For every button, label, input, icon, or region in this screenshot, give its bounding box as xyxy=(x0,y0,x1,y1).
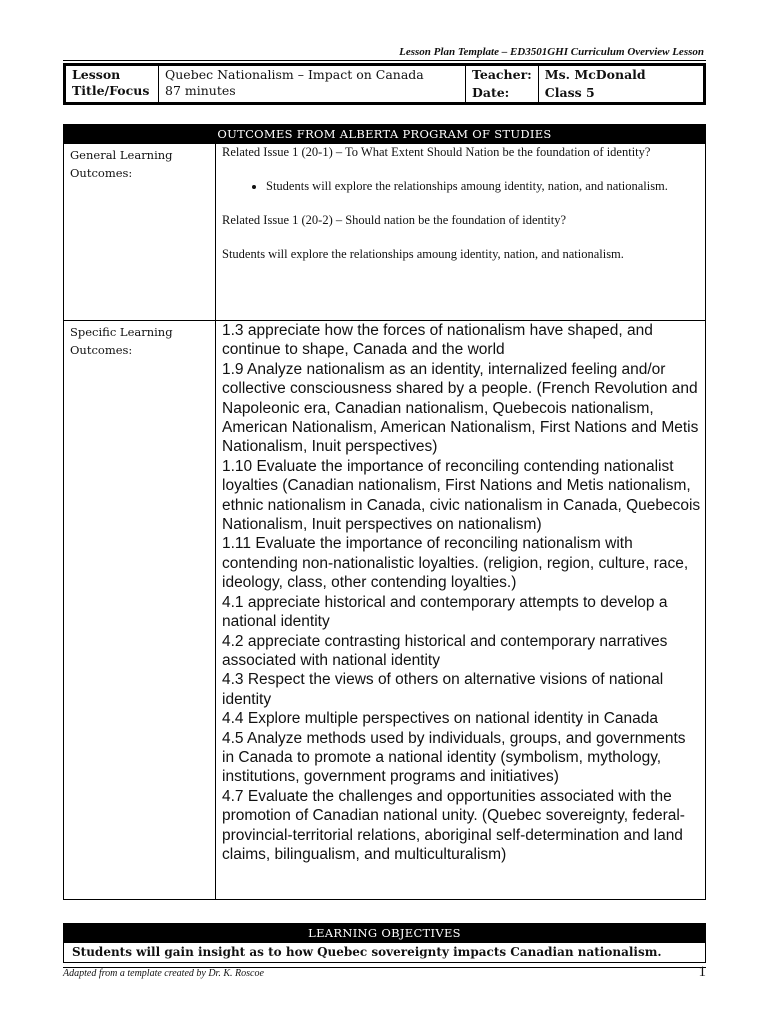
related-issue-20-1: Related Issue 1 (20-1) – To What Extent Should Nation be the foundation of identity? xyxy=(222,145,651,159)
general-label-line2: Outcomes: xyxy=(70,166,133,180)
specific-outcome-4-2: 4.2 appreciate contrasting historical and contemporary narratives associated with national identity xyxy=(222,632,668,669)
objectives-text: Students will gain insight as to how Quebec sovereignty impacts Canadian nationalism. xyxy=(64,943,706,963)
specific-outcomes-content xyxy=(216,321,706,900)
lesson-title: Quebec Nationalism – Impact on Canada xyxy=(165,67,424,82)
specific-label-line2: Outcomes: xyxy=(70,343,133,357)
lesson-title-cell xyxy=(159,65,466,104)
page-number: 1 xyxy=(698,964,706,980)
specific-outcome-4-5: 4.5 Analyze methods used by individuals, groups, and governments in Canada to promote a national identity (symbolism, mythology, institutions, government programs and initiatives) xyxy=(222,729,686,786)
specific-outcome-1-9: 1.9 Analyze nationalism as an identity, internalized feeling and/or collective consciousness shared by a people. (French Revolution and Napoleonic era, Canadian nationalism, Quebecois nationalism, American Nationalism, American Nationalism, First Nations and Metis Nationalism, Inuit perspectives) xyxy=(222,360,699,456)
specific-outcomes-label xyxy=(64,321,216,900)
specific-outcome-1-10: 1.10 Evaluate the importance of reconciling contending nationalist loyalties (Canadian nationalism, First Nations and Metis nationalism, ethnic nationalism in Canada, civic nationalism in Canada, Quebecois Nationalism, Inuit perspectives on nationalism) xyxy=(222,457,701,534)
general-outcomes-label xyxy=(64,144,216,321)
footer-credit: Adapted from a template created by Dr. K. Roscoe xyxy=(63,968,264,979)
outcomes-table xyxy=(63,124,706,900)
teacher-label: Teacher: xyxy=(466,65,539,85)
general-outcomes-content xyxy=(216,144,706,321)
outcomes-heading: OUTCOMES FROM ALBERTA PROGRAM OF STUDIES xyxy=(64,125,706,144)
general-bullet-item: • Students will explore the relationships amoung identity, nation, and nationalism. xyxy=(266,178,701,195)
teacher-value: Ms. McDonald xyxy=(538,65,704,85)
lesson-label-line2: Title/Focus xyxy=(72,83,150,98)
lesson-info-table xyxy=(63,63,706,105)
date-value: Class 5 xyxy=(538,84,704,104)
learning-objectives-table xyxy=(63,923,706,963)
specific-outcome-1-3: 1.3 appreciate how the forces of nationalism have shaped, and continue to shape, Canada and the world xyxy=(222,322,653,359)
specific-outcome-4-4: 4.4 Explore multiple perspectives on national identity in Canada xyxy=(222,710,658,728)
general-label-line1: General Learning xyxy=(70,148,173,162)
general-paragraph-2: Students will explore the relationships amoung identity, nation, and nationalism. xyxy=(222,247,624,261)
objectives-heading: LEARNING OBJECTIVES xyxy=(64,924,706,943)
specific-outcome-4-1: 4.1 appreciate historical and contemporary attempts to develop a national identity xyxy=(222,593,668,631)
general-bullet-list xyxy=(222,178,701,195)
lesson-duration: 87 minutes xyxy=(165,83,236,98)
lesson-label-line1: Lesson xyxy=(72,67,121,82)
related-issue-20-2: Related Issue 1 (20-2) – Should nation be the foundation of identity? xyxy=(222,213,567,227)
specific-label-line1: Specific Learning xyxy=(70,325,173,339)
specific-outcome-4-7: 4.7 Evaluate the challenges and opportunities associated with the promotion of Canadian national unity. (Quebec sovereignty, federal-provincial-territorial relations, aboriginal self-determination and land claims, bilingualism, and multiculturalism) xyxy=(222,787,685,863)
specific-outcome-1-11: 1.11 Evaluate the importance of reconciling nationalism with contending non-nationalistic loyalties. (religion, region, culture, race, ideology, class, other contending loyalties.) xyxy=(222,535,689,592)
lesson-label xyxy=(65,65,159,104)
header-rule xyxy=(63,60,706,61)
date-label: Date: xyxy=(466,84,539,104)
running-header: Lesson Plan Template – ED3501GHI Curriculum Overview Lesson xyxy=(399,46,704,58)
specific-outcome-4-3: 4.3 Respect the views of others on alternative visions of national identity xyxy=(222,671,664,708)
